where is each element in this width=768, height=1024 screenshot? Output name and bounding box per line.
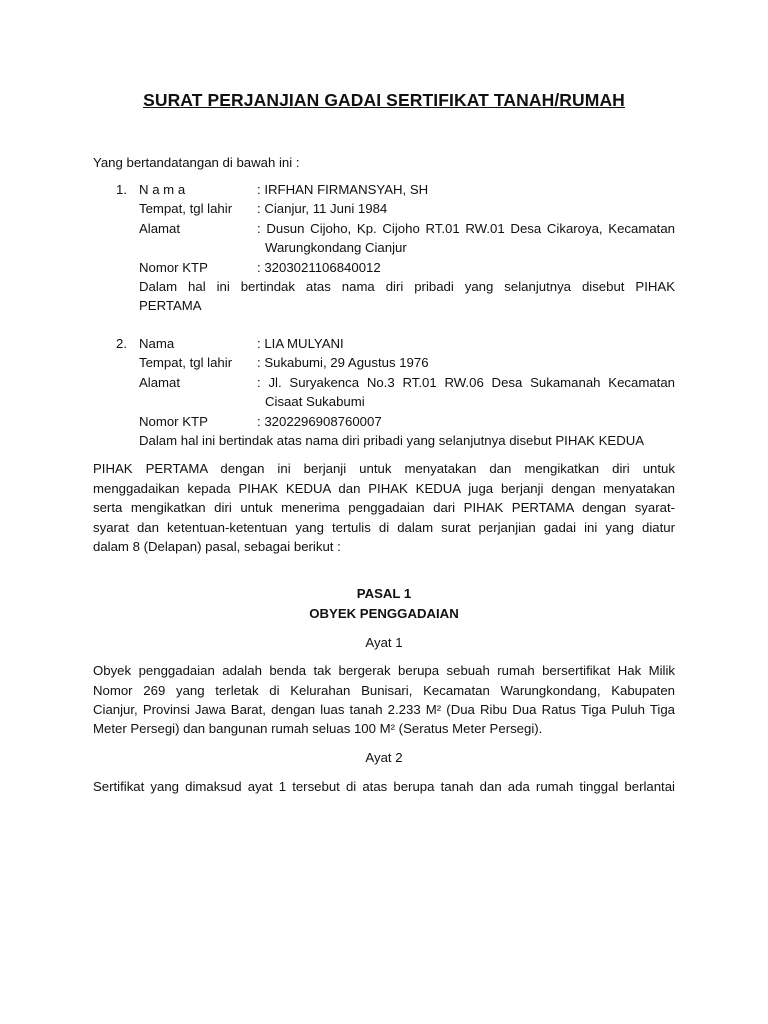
document-title: SURAT PERJANJIAN GADAI SERTIFIKAT TANAH/RUMAH — [143, 90, 625, 110]
party-2-address-label: Alamat — [139, 375, 181, 390]
ayat-1-line: Cianjur, Provinsi Jawa Barat, dengan luas tanah 2.233 M² (Dua Ribu Dua Ratus Tiga Puluh Tiga — [93, 702, 675, 717]
party-2-ktp-value: : 3202296908760007 — [257, 414, 382, 429]
agreement-line: dalam 8 (Delapan) pasal, sebagai berikut : — [93, 539, 341, 554]
party-2-ktp-label: Nomor KTP — [139, 414, 208, 429]
pasal-1-subheading: OBYEK PENGGADAIAN — [309, 606, 459, 621]
intro-text: Yang bertandatangan di bawah ini : — [93, 155, 300, 170]
party-1-name-value: : IRFHAN FIRMANSYAH, SH — [257, 182, 429, 197]
party-1-name-label: N a m a — [139, 182, 186, 197]
ayat-2-heading: Ayat 2 — [365, 750, 403, 765]
party-2-statement: Dalam hal ini bertindak atas nama diri pribadi yang selanjutnya disebut PIHAK KEDUA — [139, 433, 645, 448]
ayat-1-line: Meter Persegi) dan bangunan rumah seluas 100 M² (Seratus Meter Persegi). — [93, 721, 543, 736]
agreement-line: PIHAK PERTAMA dengan ini berjanji untuk menyatakan dan mengikatkan diri untuk — [93, 461, 675, 476]
party-1-ktp-value: : 3203021106840012 — [257, 260, 381, 275]
ayat-1-line: Obyek penggadaian adalah benda tak bergerak berupa sebuah rumah bersertifikat Hak Milik — [93, 663, 675, 678]
agreement-line: menggadaikan kepada PIHAK KEDUA dan PIHAK KEDUA juga berjanji dengan menyatakan — [93, 481, 675, 496]
party-2-address-line2: Cisaat Sukabumi — [265, 394, 365, 409]
party-2-birth-value: : Sukabumi, 29 Agustus 1976 — [257, 355, 429, 370]
party-1-number: 1. — [116, 182, 127, 197]
party-1-ktp-label: Nomor KTP — [139, 260, 208, 275]
party-2-birth-label: Tempat, tgl lahir — [139, 355, 233, 370]
ayat-1-line: Nomor 269 yang terletak di Kelurahan Bunisari, Kecamatan Warungkondang, Kabupaten — [93, 683, 675, 698]
ayat-1-heading: Ayat 1 — [365, 635, 403, 650]
party-2-address-line1: : Jl. Suryakenca No.3 RT.01 RW.06 Desa Sukamanah Kecamatan — [257, 375, 675, 390]
party-1-statement-line2: PERTAMA — [139, 298, 202, 313]
party-2-name-value: : LIA MULYANI — [257, 336, 344, 351]
party-2-number: 2. — [116, 336, 127, 351]
party-1-birth-value: : Cianjur, 11 Juni 1984 — [257, 201, 388, 216]
agreement-line: serta mengikatkan diri untuk menerima penggadaian dari PIHAK PERTAMA dengan syarat- — [93, 500, 675, 515]
agreement-line: syarat dan ketentuan-ketentuan yang tertulis di dalam surat perjanjian gadai ini yang diatur — [93, 520, 675, 535]
party-1-statement-line1: Dalam hal ini bertindak atas nama diri pribadi yang selanjutnya disebut PIHAK — [139, 279, 675, 294]
party-1-address-line1: : Dusun Cijoho, Kp. Cijoho RT.01 RW.01 Desa Cikaroya, Kecamatan — [257, 221, 675, 236]
party-1-address-label: Alamat — [139, 221, 181, 236]
pasal-1-heading: PASAL 1 — [356, 586, 412, 601]
party-1-address-line2: Warungkondang Cianjur — [265, 240, 407, 255]
party-1-birth-label: Tempat, tgl lahir — [139, 201, 233, 216]
ayat-2-line: Sertifikat yang dimaksud ayat 1 tersebut di atas berupa tanah dan ada rumah tinggal berlantai — [93, 779, 675, 794]
party-2-name-label: Nama — [139, 336, 175, 351]
